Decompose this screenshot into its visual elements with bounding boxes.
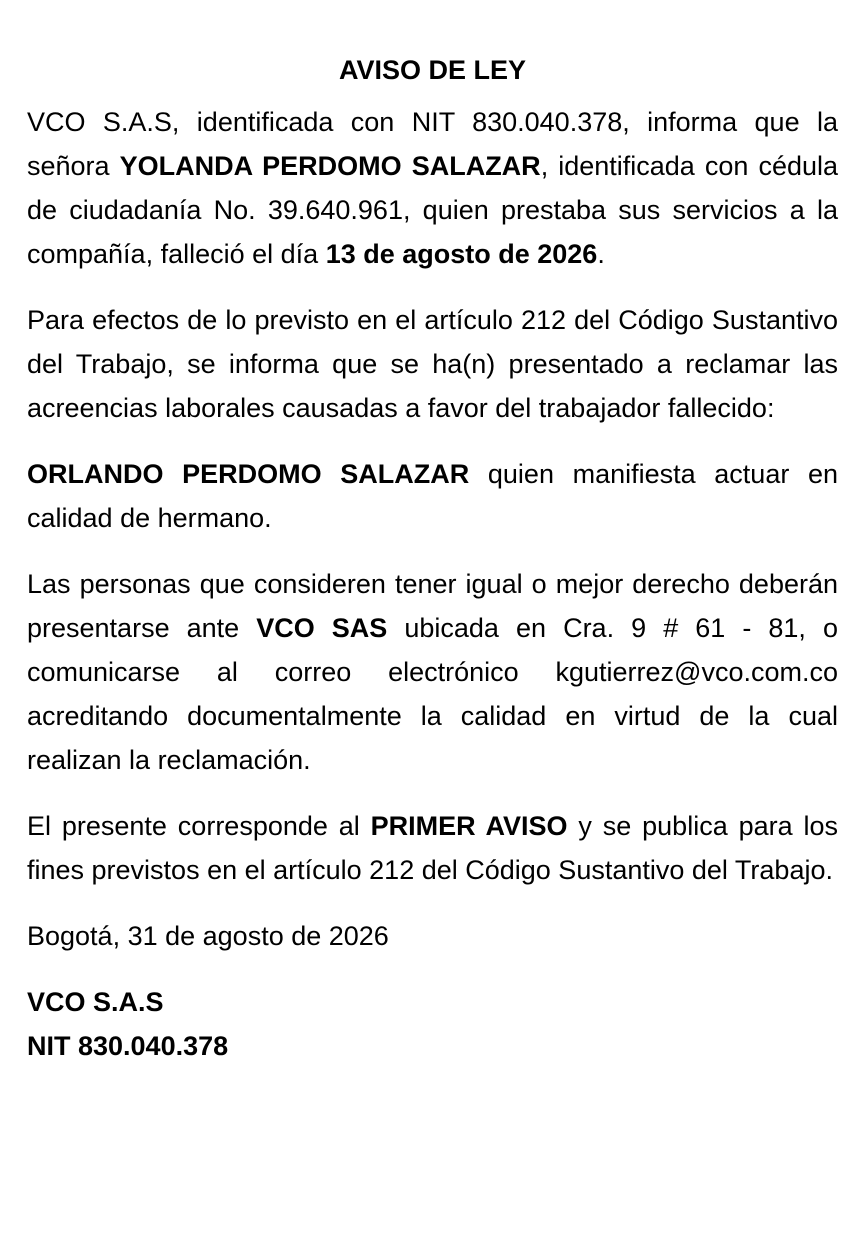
paragraph-text: y se publica para los fines previstos en el artículo 212 del Código Sustantivo del Trabajo.	[27, 811, 838, 885]
notice-title: AVISO DE LEY	[338, 55, 527, 85]
place-date: Bogotá, 31 de agosto de 2026	[27, 921, 389, 951]
paragraph-text: quien manifiesta actuar en calidad de hermano.	[27, 459, 838, 533]
notice-label: PRIMER AVISO	[370, 811, 568, 841]
paragraph-text: .	[597, 239, 605, 269]
signature-nit: NIT 830.040.378	[27, 1031, 229, 1061]
paragraph-notice-number	[27, 804, 838, 892]
paragraph-text: VCO S.A.S, identificada con NIT 830.040.378, informa que la señora	[27, 107, 838, 181]
deceased-name: YOLANDA PERDOMO SALAZAR	[119, 151, 541, 181]
company-name: VCO SAS	[256, 613, 388, 643]
paragraph-death-notice	[27, 100, 838, 276]
paragraph-claimant	[27, 452, 838, 540]
legal-notice-document	[27, 48, 838, 1068]
paragraph-legal-basis: Para efectos de lo previsto en el artículo 212 del Código Sustantivo del Trabajo, se informa que se ha(n) presentado a reclamar las acreencias laborales causadas a favor del trabajador fallecido:	[27, 305, 838, 423]
paragraph-text: , identificada con cédula de ciudadanía No. 39.640.961, quien prestaba sus servicios a la compañía, falleció el día	[27, 151, 839, 269]
paragraph-instructions	[27, 562, 838, 782]
paragraph-text: ubicada en Cra. 9 # 61 - 81, o comunicarse al correo electrónico kgutierrez@vco.com.co acreditando documentalmente la calidad en virtud de la cual realizan la reclamación.	[27, 613, 838, 775]
death-date: 13 de agosto de 2026	[325, 239, 598, 269]
signature-company: VCO S.A.S	[27, 987, 164, 1017]
paragraph-text: El presente corresponde al	[27, 811, 371, 841]
claimant-name: ORLANDO PERDOMO SALAZAR	[27, 459, 470, 489]
paragraph-text: Las personas que consideren tener igual o mejor derecho deberán presentarse ante	[27, 569, 838, 643]
